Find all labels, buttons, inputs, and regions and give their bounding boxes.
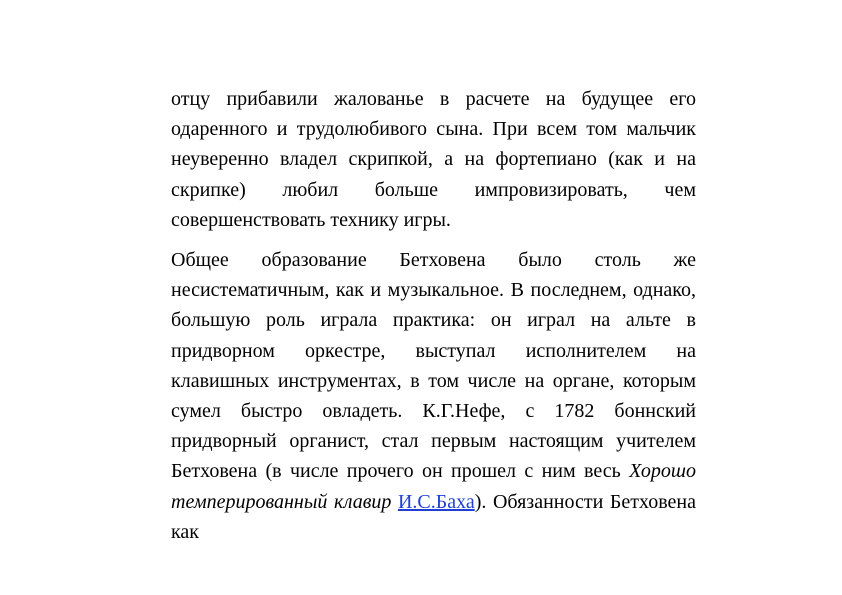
space-text <box>391 491 398 513</box>
paragraph-1-text: отцу прибавили жалованье в расчете на будущее его одаренного и трудолюбивого сына. При всем том мальчик неуверенно владел скрипкой, а на фортепиано (как и на скрипке) любил больше импровизировать, чем совершенствовать технику игры. <box>171 88 696 231</box>
italic-title-text: Хорошо темперированный клавир <box>171 460 696 513</box>
text-body <box>171 84 696 557</box>
bach-link[interactable]: И.С.Баха <box>397 490 475 513</box>
paragraph-2 <box>171 245 696 547</box>
paragraph-2-text: Общее образование Бетховена было столь же несистематичным, как и музыкальное. В последнем, однако, большую роль играла практика: он играл на альте в придворном оркестре, выступал исполнителем на клавишных инструментах, в том числе на органе, которым сумел быстро овладеть. К.Г.Нефе, с 1782 боннский придворный органист, стал первым настоящим учителем Бетховена (в числе прочего он прошел с ним весь <box>171 249 696 483</box>
paragraph-1 <box>171 84 696 235</box>
paragraph-2-tail-text: ). Обязанности Бетховена как <box>171 490 696 543</box>
